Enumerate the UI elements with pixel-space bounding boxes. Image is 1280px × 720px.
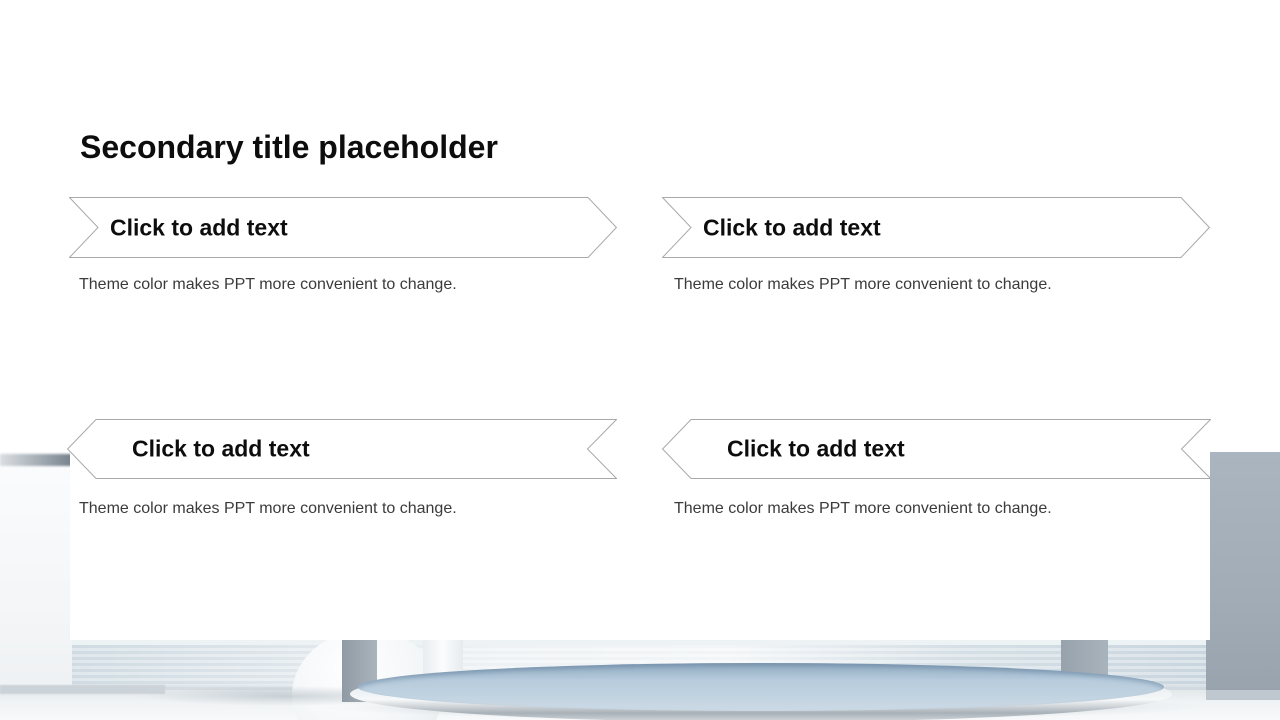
description-text-top-left[interactable]: Theme color makes PPT more convenient to change. xyxy=(79,276,457,293)
text-placeholder-banner-top-left[interactable] xyxy=(69,197,617,258)
foreground-pillar-right xyxy=(1206,452,1280,692)
text-placeholder-banner-bottom-right[interactable] xyxy=(662,419,1211,479)
placeholder-label: Click to add text xyxy=(703,214,881,240)
description-text-bottom-right[interactable]: Theme color makes PPT more convenient to change. xyxy=(674,500,1052,517)
placeholder-label: Click to add text xyxy=(727,435,905,462)
left-wall-edge xyxy=(0,454,72,466)
text-placeholder-banner-top-right[interactable] xyxy=(662,197,1210,258)
foreground-pillar-base xyxy=(1206,690,1280,700)
text-placeholder-banner-bottom-left[interactable] xyxy=(67,419,617,479)
description-text-bottom-left[interactable]: Theme color makes PPT more convenient to change. xyxy=(79,500,457,517)
content-panel xyxy=(70,0,1210,640)
description-text-top-right[interactable]: Theme color makes PPT more convenient to change. xyxy=(674,276,1052,293)
placeholder-label: Click to add text xyxy=(110,214,288,240)
platform-glass-top xyxy=(358,663,1164,711)
slide-title[interactable]: Secondary title placeholder xyxy=(80,129,498,165)
left-floor-band xyxy=(0,685,165,694)
left-wall xyxy=(0,452,72,692)
placeholder-label: Click to add text xyxy=(132,435,310,462)
